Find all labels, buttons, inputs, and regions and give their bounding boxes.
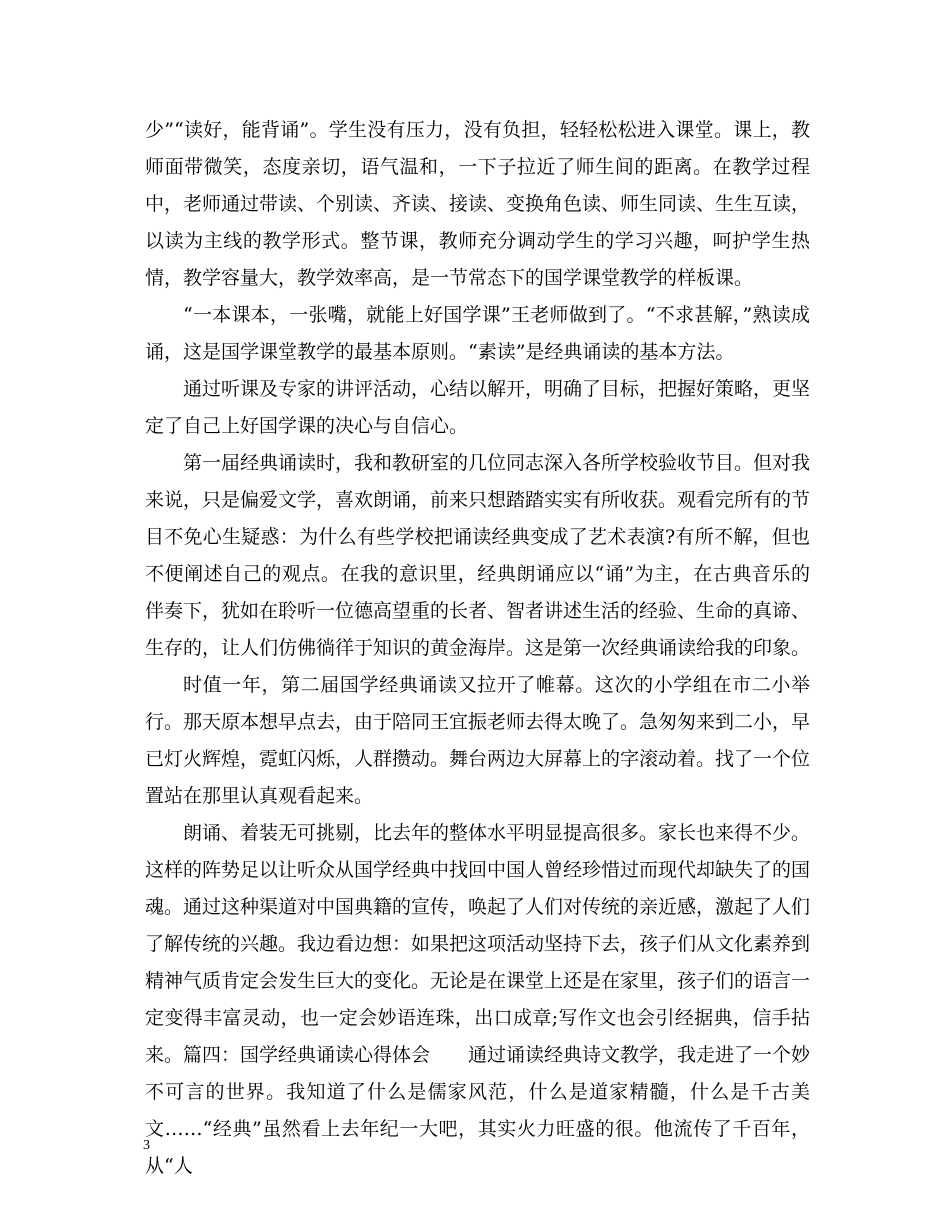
paragraph-3: 通过听课及专家的讲评活动，心结以解开，明确了目标，把握好策略，更坚定了自己上好国学课的决心与自信心。 [145,378,811,437]
paragraph-6: 朗诵、着装无可挑剔，比去年的整体水平明显提高很多。家长也来得不少。这样的阵势足以让听众从国学经典中找回中国人曾经珍惜过而现代却缺失了的国魂。通过这种渠道对中国典籍的宣传，唤起了人们对传统的亲近感，激起了人们了解传统的兴趣。我边看边想：如果把这项活动坚持下去，孩子们从文化素养到精神气质肯定会发生巨大的变化。无论是在课堂上还是在家里，孩子们的语言一定变得丰富灵动，也一定会妙语连珠，出口成章;写作文也会引经据典，信手拈来。篇四：国学经典诵读心得体会 通过诵读经典诗文教学，我走进了一个妙不可言的世界。我知道了什么是儒家风范，什么是道家精髓，什么是千古美文……“经典”虽然看上去年纪一大吧，其实火力旺盛的很。他流传了千百年，从“人 [145,822,811,1177]
paragraph-1: 少”“读好，能背诵”。学生没有压力，没有负担，轻轻松松进入课堂。课上，教师面带微笑，态度亲切，语气温和，一下子拉近了师生间的距离。在教学过程中，老师通过带读、个别读、齐读、接读、变换角色读、师生同读、生生互读，以读为主线的教学形式。整节课，教师充分调动学生的学习兴趣，呵护学生热情，教学容量大，教学效率高，是一节常态下的国学课堂教学的样板课。 [145,119,811,289]
body-text [145,112,810,1185]
paragraph-2: “一本课本，一张嘴，就能上好国学课”王老师做到了。“不求甚解，”熟读成诵，这是国学课堂教学的最基本原则。“素读”是经典诵读的基本方法。 [145,304,810,363]
paragraph-4: 第一届经典诵读时，我和教研室的几位同志深入各所学校验收节目。但对我来说，只是偏爱文学，喜欢朗诵，前来只想踏踏实实有所收获。观看完所有的节目不免心生疑惑：为什么有些学校把诵读经典变成了艺术表演?有所不解，但也不便阐述自己的观点。在我的意识里，经典朗诵应以“诵”为主，在古典音乐的伴奏下，犹如在聆听一位德高望重的长者、智者讲述生活的经验、生命的真谛、生存的，让人们仿佛徜徉于知识的黄金海岸。这是第一次经典诵读给我的印象。 [145,452,811,659]
page-number: 3 [143,1138,150,1153]
paragraph-5: 时值一年，第二届国学经典诵读又拉开了帷幕。这次的小学组在市二小举行。那天原本想早点去，由于陪同王宜振老师去得太晚了。急匆匆来到二小，早已灯火辉煌，霓虹闪烁，人群攒动。舞台两边大屏幕上的字滚动着。找了一个位置站在那里认真观看起来。 [145,674,811,807]
